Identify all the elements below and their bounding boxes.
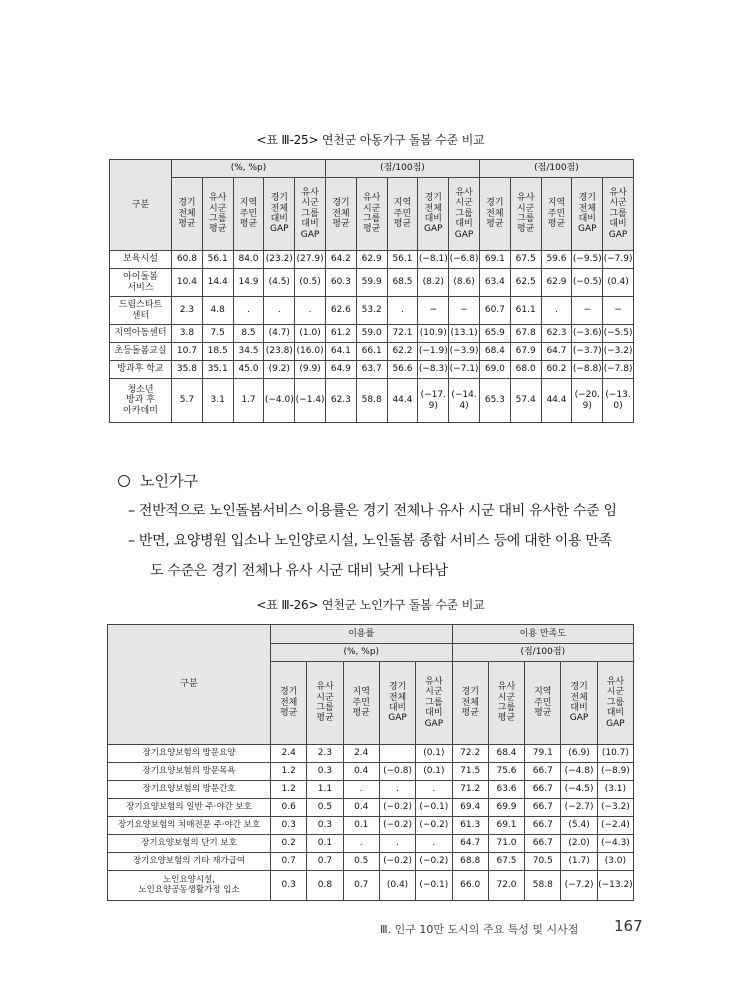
table1-subheader: 지역 주민 평균 [233, 178, 264, 251]
table-cell: (−3.6) [572, 325, 603, 343]
paragraph-line-1: – 전반적으로 노인돌봄서비스 이용률은 경기 전체나 유사 시군 대비 유사한 수준 임 [128, 503, 617, 519]
row-label: 장기요양보험의 방문요양 [108, 745, 271, 763]
table-cell: (6.9) [561, 745, 597, 763]
table-cell: 60.7 [479, 297, 510, 325]
table-cell [379, 745, 415, 763]
table-cell: 0.4 [343, 763, 379, 781]
table1-subheader: 유사 시군 그룹 평균 [202, 178, 233, 251]
table-cell: 72.1 [387, 325, 418, 343]
table-cell: (−3.9) [449, 343, 480, 361]
row-label: 장기요양보험의 단기 보호 [108, 835, 271, 853]
table-cell: 3.8 [172, 325, 203, 343]
table-cell: 1.1 [307, 781, 343, 799]
table-cell: (−7.9) [603, 251, 634, 269]
table-cell: 2.4 [343, 745, 379, 763]
table-cell: 2.3 [307, 745, 343, 763]
table2-subheader: 유사 시군 그룹 대비 GAP [416, 662, 452, 745]
table-cell: (0.4) [603, 269, 634, 297]
table1-header-group-score-b: (점/100점) [479, 160, 633, 178]
table1-caption: <표 Ⅲ-25> 연천군 아동가구 돌봄 수준 비교 [256, 133, 485, 147]
table-cell: (−0.2) [379, 853, 415, 871]
table-cell: 66.7 [525, 835, 561, 853]
table1-subheader: 유사 시군 그룹 대비 GAP [603, 178, 634, 251]
table-cell: 0.2 [271, 835, 307, 853]
table-cell: 69.1 [479, 251, 510, 269]
table-cell: 0.5 [307, 799, 343, 817]
table-cell: 0.1 [343, 817, 379, 835]
table-cell: . [264, 297, 295, 325]
table-cell: 56.1 [387, 251, 418, 269]
table-cell: 0.4 [343, 799, 379, 817]
table-cell: (−4.5) [561, 781, 597, 799]
table-cell: 64.7 [452, 835, 488, 853]
table-cell: 0.1 [307, 835, 343, 853]
section-heading-text: 노인가구 [140, 472, 198, 490]
table-cell: 2.3 [172, 297, 203, 325]
row-label: 지역아동센터 [110, 325, 172, 343]
table-cell: − [572, 297, 603, 325]
table-cell: (−1.4) [295, 379, 326, 423]
table1-subheader: 유사 시군 그룹 대비 GAP [449, 178, 480, 251]
row-label: 보육시설 [110, 251, 172, 269]
table-cell: 7.5 [202, 325, 233, 343]
table-cell: − [603, 297, 634, 325]
table-cell: 66.1 [356, 343, 387, 361]
table2-subheader: 지역 주민 평균 [343, 662, 379, 745]
table-row [110, 379, 634, 423]
table-cell: (27.9) [295, 251, 326, 269]
table-cell: 0.7 [307, 853, 343, 871]
table2-subheader: 유사 시군 그룹 평균 [488, 662, 524, 745]
table-cell: 35.8 [172, 361, 203, 379]
table-cell: 63.4 [479, 269, 510, 297]
table-cell: (9.9) [295, 361, 326, 379]
table1-subheader: 유사 시군 그룹 평균 [510, 178, 541, 251]
table-cell: (−0.2) [379, 799, 415, 817]
table-cell: 10.7 [172, 343, 203, 361]
table2-header-category: 구분 [108, 625, 271, 745]
row-label: 방과후 학교 [110, 361, 172, 379]
table2-caption: <표 Ⅲ-26> 연천군 노인가구 돌봄 수준 비교 [256, 598, 485, 612]
row-label: 장기요양보험의 방문목욕 [108, 763, 271, 781]
table-cell: . [295, 297, 326, 325]
table-cell: 59.6 [541, 251, 572, 269]
table-cell: 69.4 [452, 799, 488, 817]
table-cell: 66.0 [452, 871, 488, 901]
table-row [110, 325, 634, 343]
table-cell: 0.8 [307, 871, 343, 901]
table1-body [110, 251, 634, 423]
table1-subheader: 경기 전체 평균 [172, 178, 203, 251]
table-cell: 34.5 [233, 343, 264, 361]
table-cell: 58.8 [525, 871, 561, 901]
table-cell: (10.7) [597, 745, 633, 763]
row-label: 아이돌봄 서비스 [110, 269, 172, 297]
table-cell: (−0.8) [379, 763, 415, 781]
table-cell: 68.0 [510, 361, 541, 379]
table2-unit-usage: (%, %p) [271, 644, 453, 662]
table-cell: 70.5 [525, 853, 561, 871]
table-cell: (3.1) [597, 781, 633, 799]
table-cell: (−14. 4) [449, 379, 480, 423]
table-row [110, 269, 634, 297]
table-row [108, 745, 634, 763]
table-cell: 62.2 [387, 343, 418, 361]
table-cell: 44.4 [541, 379, 572, 423]
table-cell: 84.0 [233, 251, 264, 269]
table-cell: (−4.3) [597, 835, 633, 853]
table-cell: (9.2) [264, 361, 295, 379]
section-heading [118, 470, 198, 491]
table-cell: 60.8 [172, 251, 203, 269]
table-cell: (−7.1) [449, 361, 480, 379]
table-cell: . [541, 297, 572, 325]
table-cell: 5.7 [172, 379, 203, 423]
table-cell: 66.7 [525, 781, 561, 799]
table-cell: (−7.2) [561, 871, 597, 901]
table-cell: 67.8 [510, 325, 541, 343]
table-cell: . [343, 835, 379, 853]
table1-subheader: 유사 시군 그룹 평균 [356, 178, 387, 251]
table-cell: (8.2) [418, 269, 449, 297]
table1-subheader: 지역 주민 평균 [387, 178, 418, 251]
table-cell: (16.0) [295, 343, 326, 361]
table2-subheader: 지역 주민 평균 [525, 662, 561, 745]
table-cell: (−3.7) [572, 343, 603, 361]
table-cell: . [379, 781, 415, 799]
table-cell: 45.0 [233, 361, 264, 379]
table-cell: (−3.2) [597, 799, 633, 817]
table2-unit-satisfaction: (점/100점) [452, 644, 633, 662]
row-label: 청소년 방과 후 아카데미 [110, 379, 172, 423]
table-cell: 0.7 [343, 871, 379, 901]
page-number: 167 [614, 917, 643, 935]
table-cell: 56.6 [387, 361, 418, 379]
table-cell: 75.6 [488, 763, 524, 781]
row-label: 초등돌봄교실 [110, 343, 172, 361]
table-cell: (3.0) [597, 853, 633, 871]
table-row [108, 835, 634, 853]
table-row [108, 853, 634, 871]
table-cell: 0.5 [343, 853, 379, 871]
table-row [108, 871, 634, 901]
table-cell: 68.4 [479, 343, 510, 361]
table-cell: (8.6) [449, 269, 480, 297]
table-cell: 60.2 [541, 361, 572, 379]
table-cell: 59.0 [356, 325, 387, 343]
table-cell: 71.2 [452, 781, 488, 799]
table-cell: (−0.5) [572, 269, 603, 297]
table-cell: 64.1 [325, 343, 356, 361]
table-cell: 10.4 [172, 269, 203, 297]
table-cell: 0.3 [271, 871, 307, 901]
table-cell: (−8.8) [572, 361, 603, 379]
table-cell: . [379, 835, 415, 853]
table-row [110, 297, 634, 325]
table-cell: (−8.1) [418, 251, 449, 269]
table-cell: 0.7 [271, 853, 307, 871]
table1-subheader: 유사 시군 그룹 대비 GAP [295, 178, 326, 251]
table-cell: (−0.1) [416, 799, 452, 817]
table-cell: 0.3 [307, 817, 343, 835]
table-cell: 64.7 [541, 343, 572, 361]
table-cell: (−6.8) [449, 251, 480, 269]
table-cell: (−17. 9) [418, 379, 449, 423]
table-cell: (0.5) [295, 269, 326, 297]
table-cell: 62.9 [356, 251, 387, 269]
table-row [108, 763, 634, 781]
table-cell: 0.3 [271, 817, 307, 835]
table-cell: (−7.8) [603, 361, 634, 379]
table-cell: 57.4 [510, 379, 541, 423]
table-cell: 67.5 [488, 853, 524, 871]
table2-subheader: 유사 시군 그룹 대비 GAP [597, 662, 633, 745]
table-cell: 65.3 [479, 379, 510, 423]
table-cell: (−0.2) [379, 817, 415, 835]
table-cell: 8.5 [233, 325, 264, 343]
table-cell: 64.9 [325, 361, 356, 379]
table-cell: (−13.2) [597, 871, 633, 901]
row-label: 장기요양보험의 치매전문 주·야간 보호 [108, 817, 271, 835]
table-cell: (−0.2) [416, 817, 452, 835]
table2-header-satisfaction: 이용 만족도 [452, 625, 633, 644]
table-cell: 71.0 [488, 835, 524, 853]
table-cell: (4.7) [264, 325, 295, 343]
table-cell: 68.4 [488, 745, 524, 763]
paragraph-line-3: 도 수준은 경기 전체나 유사 시군 대비 낮게 나타남 [150, 563, 448, 579]
table-cell: 68.8 [452, 853, 488, 871]
row-label: 장기요양보험의 방문간호 [108, 781, 271, 799]
table-cell: (23.8) [264, 343, 295, 361]
table-cell: 2.4 [271, 745, 307, 763]
table-cell: 61.2 [325, 325, 356, 343]
table-cell: 56.1 [202, 251, 233, 269]
table-cell: 3.1 [202, 379, 233, 423]
table2-header-usage: 이용률 [271, 625, 453, 644]
circle-bullet-icon [118, 475, 130, 487]
table1-subheader: 경기 전체 평균 [479, 178, 510, 251]
table-cell: (0.4) [379, 871, 415, 901]
table-cell: 53.2 [356, 297, 387, 325]
table-cell: 0.3 [307, 763, 343, 781]
table-cell: (−4.0) [264, 379, 295, 423]
table-cell: 1.2 [271, 763, 307, 781]
table1-subheader: 경기 전체 대비 GAP [418, 178, 449, 251]
table-cell: (−13. 0) [603, 379, 634, 423]
table-cell: 63.6 [488, 781, 524, 799]
child-care-table [109, 159, 634, 423]
table-cell: 79.1 [525, 745, 561, 763]
table-cell: 65.9 [479, 325, 510, 343]
table-cell: (10.9) [418, 325, 449, 343]
elderly-care-table [107, 624, 634, 901]
table-row [108, 781, 634, 799]
table-cell: . [416, 781, 452, 799]
table-cell: (0.1) [416, 763, 452, 781]
table-cell: . [343, 781, 379, 799]
table-cell: 72.2 [452, 745, 488, 763]
row-label: 장기요양보험의 기타 재가급여 [108, 853, 271, 871]
table-cell: 69.1 [488, 817, 524, 835]
table-cell: 14.4 [202, 269, 233, 297]
table-cell: 66.7 [525, 763, 561, 781]
table-cell: (−9.5) [572, 251, 603, 269]
table-cell: − [418, 297, 449, 325]
table-cell: 1.2 [271, 781, 307, 799]
table2-subheader: 경기 전체 평균 [452, 662, 488, 745]
table-cell: 62.5 [510, 269, 541, 297]
paragraph-line-2: – 반면, 요양병원 입소나 노인양로시설, 노인돌봄 종합 서비스 등에 대한 이용 만족 [128, 533, 612, 549]
table-cell: 62.3 [325, 379, 356, 423]
table1-subheader: 경기 전체 평균 [325, 178, 356, 251]
table-cell: 35.1 [202, 361, 233, 379]
footer-chapter-title: Ⅲ. 인구 10만 도시의 주요 특성 및 시사점 [380, 923, 579, 936]
table-cell: 66.7 [525, 799, 561, 817]
table1-header-category: 구분 [110, 160, 172, 251]
table-cell: (−0.1) [416, 871, 452, 901]
table-cell: (1.0) [295, 325, 326, 343]
table-cell: (13.1) [449, 325, 480, 343]
table-cell: 44.4 [387, 379, 418, 423]
row-label: 장기요양보험의 일반 주·야간 보호 [108, 799, 271, 817]
table-cell: (2.0) [561, 835, 597, 853]
table-cell: (−2.4) [597, 817, 633, 835]
table-cell: (5.4) [561, 817, 597, 835]
row-label: 노인요양시설, 노인요양공동생활가정 입소 [108, 871, 271, 901]
table-row [108, 799, 634, 817]
table-cell: 63.7 [356, 361, 387, 379]
table1-header-group-score-a: (점/100점) [325, 160, 479, 178]
table-cell: 62.6 [325, 297, 356, 325]
table-cell: (−3.2) [603, 343, 634, 361]
row-label: 드림스타트 센터 [110, 297, 172, 325]
table-cell: 64.2 [325, 251, 356, 269]
table-cell: 14.9 [233, 269, 264, 297]
table-cell: 61.3 [452, 817, 488, 835]
table-cell: (−20. 9) [572, 379, 603, 423]
table-cell: (−4.8) [561, 763, 597, 781]
table-cell: (1.7) [561, 853, 597, 871]
table-row [110, 251, 634, 269]
table-row [110, 361, 634, 379]
table-cell: 67.9 [510, 343, 541, 361]
table-cell: 62.3 [541, 325, 572, 343]
table-cell: (−5.5) [603, 325, 634, 343]
table-cell: 69.9 [488, 799, 524, 817]
table-cell: 59.9 [356, 269, 387, 297]
table1-subheader: 경기 전체 대비 GAP [572, 178, 603, 251]
table-cell: 68.5 [387, 269, 418, 297]
table-cell: 60.3 [325, 269, 356, 297]
table-cell: − [449, 297, 480, 325]
table-cell: 67.5 [510, 251, 541, 269]
table-cell: (23.2) [264, 251, 295, 269]
table-row [108, 817, 634, 835]
table1-subheader: 지역 주민 평균 [541, 178, 572, 251]
table-cell: 4.8 [202, 297, 233, 325]
table-cell: 1.7 [233, 379, 264, 423]
table-cell: 71.5 [452, 763, 488, 781]
table-cell: . [233, 297, 264, 325]
table-cell: 0.6 [271, 799, 307, 817]
table-cell: (−2.7) [561, 799, 597, 817]
table-cell: 62.9 [541, 269, 572, 297]
table-cell: 69.0 [479, 361, 510, 379]
table2-subheader: 경기 전체 평균 [271, 662, 307, 745]
table-cell: (−8.3) [418, 361, 449, 379]
table-row [110, 343, 634, 361]
table2-subheader: 경기 전체 대비 GAP [379, 662, 415, 745]
table-cell: (4.5) [264, 269, 295, 297]
table2-body [108, 745, 634, 901]
table-cell: 61.1 [510, 297, 541, 325]
table-cell: 58.8 [356, 379, 387, 423]
table-cell: (−8.9) [597, 763, 633, 781]
table-cell: (−0.2) [416, 853, 452, 871]
table2-subheader: 경기 전체 대비 GAP [561, 662, 597, 745]
table-cell: 72.0 [488, 871, 524, 901]
table-cell: (0.1) [416, 745, 452, 763]
table1-header-group-usage: (%, %p) [172, 160, 326, 178]
table2-subheader: 유사 시군 그룹 평균 [307, 662, 343, 745]
table1-subheader: 경기 전체 대비 GAP [264, 178, 295, 251]
table-cell: 18.5 [202, 343, 233, 361]
table-cell: . [416, 835, 452, 853]
table-cell: . [387, 297, 418, 325]
table-cell: (−1.9) [418, 343, 449, 361]
table-cell: 66.7 [525, 817, 561, 835]
